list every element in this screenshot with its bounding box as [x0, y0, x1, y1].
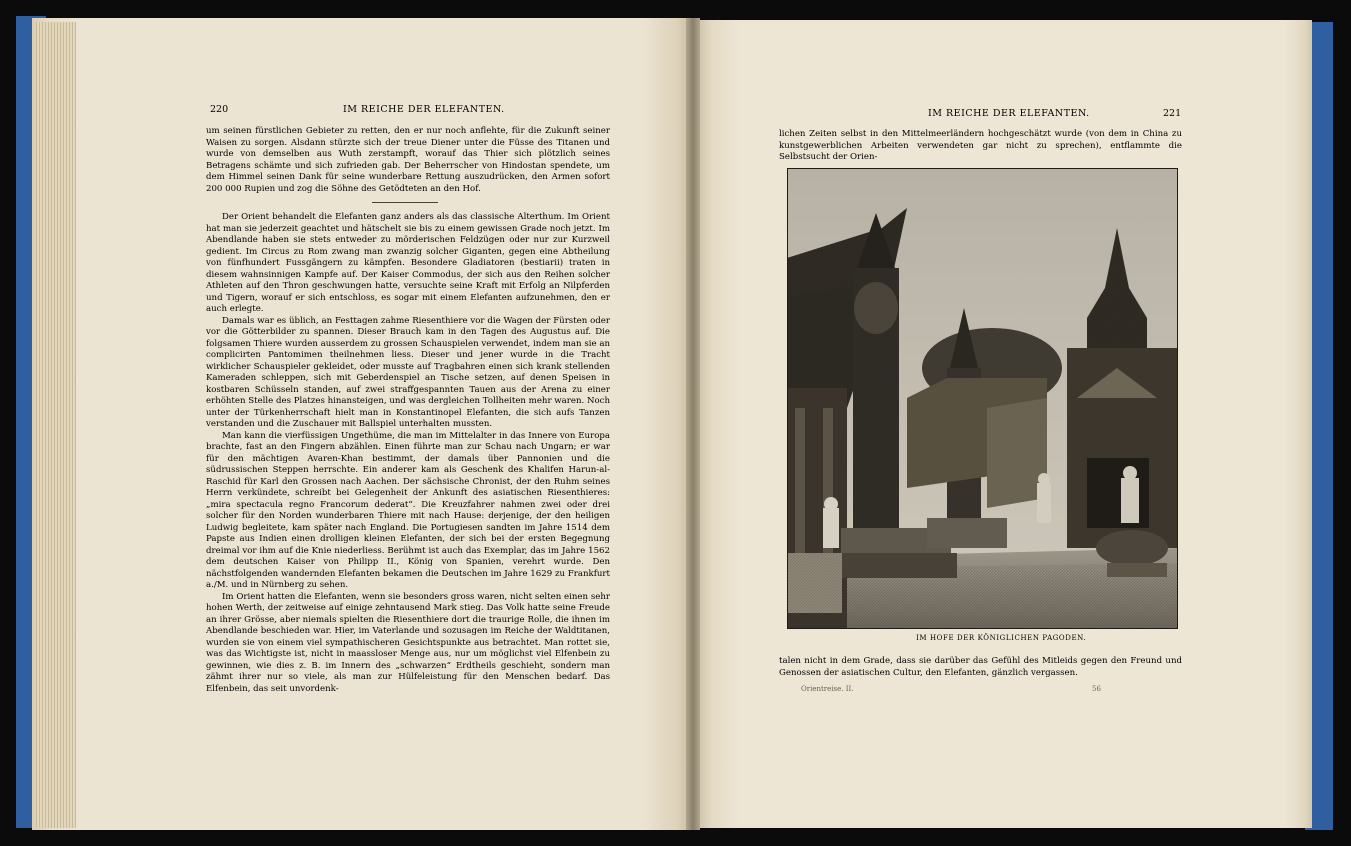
- section-divider: [372, 202, 438, 203]
- paragraph: Man kann die vierfüssigen Ungethüme, die man im Mittelalter in das Innere von Europa brachte, fast an den Fingern abzählen. Einen führte man zur Schau nach Ungarn; er war für den mächtigen Avaren-Khan bestimmt, der damals über Pannonien und die südrussischen Steppen herrschte. Ein anderer kam als Geschenk des Khalifen Harun-al-Raschid für Karl den Grossen nach Aachen. Der sächsische Chronist, der den Ruhm seines Herrn verkündete, schreibt bei Gelegenheit der Ankunft des asiatischen Riesenthieres: „mira spectacula regno Francorum dederat“. Die Kreuzfahrer nahmen zwei oder drei solcher für den Norden wunderbaren Thiere mit nach Hause: derjenige, der den heiligen Ludwig begleitete, kam später nach England. Die Portugiesen sandten im Jahre 1514 dem Papste aus Indien einen drolligen kleinen Elefanten, der sich bei der ersten Begegnung dreimal vor ihm auf die Knie niederliess. Berühmt ist auch das Exemplar, das im Jahre 1562 dem deutschen Kaiser von Philipp II., König von Spanien, verehrt wurde. Den nächstfolgenden wandernden Elefanten bekamen die Deutschen im Jahre 1629 zu Frankfurt a./M. und in Nürnberg zu sehen.: [206, 430, 610, 590]
- pagoda-illustration: [787, 168, 1178, 629]
- left-text-block-1: [206, 126, 610, 195]
- right-text-top: [779, 129, 1182, 164]
- book-gutter: [686, 18, 700, 830]
- paragraph: talen nicht in dem Grade, dass sie darüber das Gefühl des Mitleids gegen den Freund und Genossen der asiatischen Cultur, den Elefanten, gänzlich vergassen.: [779, 656, 1182, 678]
- footer-sheet-number: 56: [1092, 685, 1101, 693]
- paragraph: Im Orient hatten die Elefanten, wenn sie besonders gross waren, nicht selten einen sehr hohen Werth, der zeitweise auf einige zehntausend Mark stieg. Das Volk hatte seine Freude an ihrer Grösse, aber niemals spielten die Riesenthiere dort die traurige Rolle, die ihnen im Abendlande beschieden war. Hier, im Vaterlande und sozusagen im Reiche der Waldtitanen, wurden sie von einem viel sympathischeren Gesichtspunkte aus betrachtet. Man rottet sie, was das Wichtigste ist, nicht in maassloser Menge aus, nur um möglichst viel Elfenbein zu gewinnen, wie dies z. B. im Innern des „schwarzen“ Erdtheils geschieht, sondern man zähmt ihrer nur so viele, als man zur Hülfeleistung für den Menschen bedarf. Das Elfenbein, das seit unvordenk-: [206, 591, 610, 694]
- paragraph: Damals war es üblich, an Festtagen zahme Riesenthiere vor die Wagen der Fürsten oder vor die Götterbilder zu spannen. Dieser Brauch kam in den Tagen des Augustus auf. Die folgsamen Thiere wurden ausserdem zu grossen Schauspielen verwendet, indem man sie an complicirten Pantomimen theilnehmen liess. Dieser und jener wurde in die Tracht wirklicher Schauspieler gekleidet, oder musste auf Tragbahren einen sich krank stellenden Kameraden schleppen, sich mit Geberdenspiel an Tische setzen, auf denen Speisen in kostbaren Schüsseln standen, auf zwei straffgespannten Tauen aus der Arena zu einer erhöhten Stelle des Platzes hinansteigen, und was dergleichen Tollheiten mehr waren. Noch unter der Türkenherrschaft hielt man in Konstantinopel Elefanten, die sich aufs Tanzen verstanden und die Zuschauer mit Ballspiel unterhalten mussten.: [206, 315, 610, 429]
- left-running-head: IM REICHE DER ELEFANTEN.: [343, 104, 505, 115]
- right-text-bottom: [779, 656, 1182, 679]
- paragraph: um seinen fürstlichen Gebieter zu retten, den er nur noch anflehte, für die Zukunft seiner Waisen zu sorgen. Alsdann stürzte sich der treue Diener unter die Füsse des Titanen und wurde von demselben aus Wuth zerstampft, worauf das Thier sich plötzlich seines Betragens schämte und sich zufrieden gab. Der Beherrscher von Hindostan spendete, um dem Himmel seinen Dank für seine wunderbare Rettung auszudrücken, den Armen sofort 200 000 Rupien und zog die Söhne des Getödteten an den Hof.: [206, 126, 610, 194]
- pagoda-engraving: [787, 168, 1178, 629]
- left-page-number: 220: [210, 104, 229, 115]
- footer-signature: Orientreise. II.: [801, 685, 854, 693]
- right-running-head: IM REICHE DER ELEFANTEN.: [928, 108, 1090, 119]
- right-page-number: 221: [1163, 108, 1182, 119]
- paragraph: Der Orient behandelt die Elefanten ganz anders als das classische Alterthum. Im Orient hat man sie jederzeit geachtet und hätschelt sie bis zu einem gewissen Grade noch jetzt. Im Abendlande haben sie stets entweder zu mörderischen Feldzügen oder nur zur Kurzweil gedient. Im Circus zu Rom zwang man zwanzig solcher Giganten, gegen eine Abtheilung von fünfhundert Fussgängern zu kämpfen. Besondere Gladiatoren (bestiarii) traten in diesem wahnsinnigen Kampfe auf. Der Kaiser Commodus, der sich aus den Reihen solcher Athleten auf den Thron geschwungen hatte, versuchte seine Kraft mit Erfolg an Nilpferden und Tigern, worauf er sich entschloss, es sogar mit einem Elefanten aufzunehmen, den er auch erlegte.: [206, 212, 610, 314]
- left-text-block-2: [206, 212, 610, 695]
- paragraph: lichen Zeiten selbst in den Mittelmeerländern hochgeschätzt wurde (von dem in China zu kunstgewerblichen Arbeiten verwendeten gar nicht zu sprechen), entflammte die Selbstsucht der Orien-: [779, 129, 1182, 162]
- figure-caption: IM HOFE DER KÖNIGLICHEN PAGODEN.: [916, 634, 1087, 642]
- page-edges: [36, 22, 76, 828]
